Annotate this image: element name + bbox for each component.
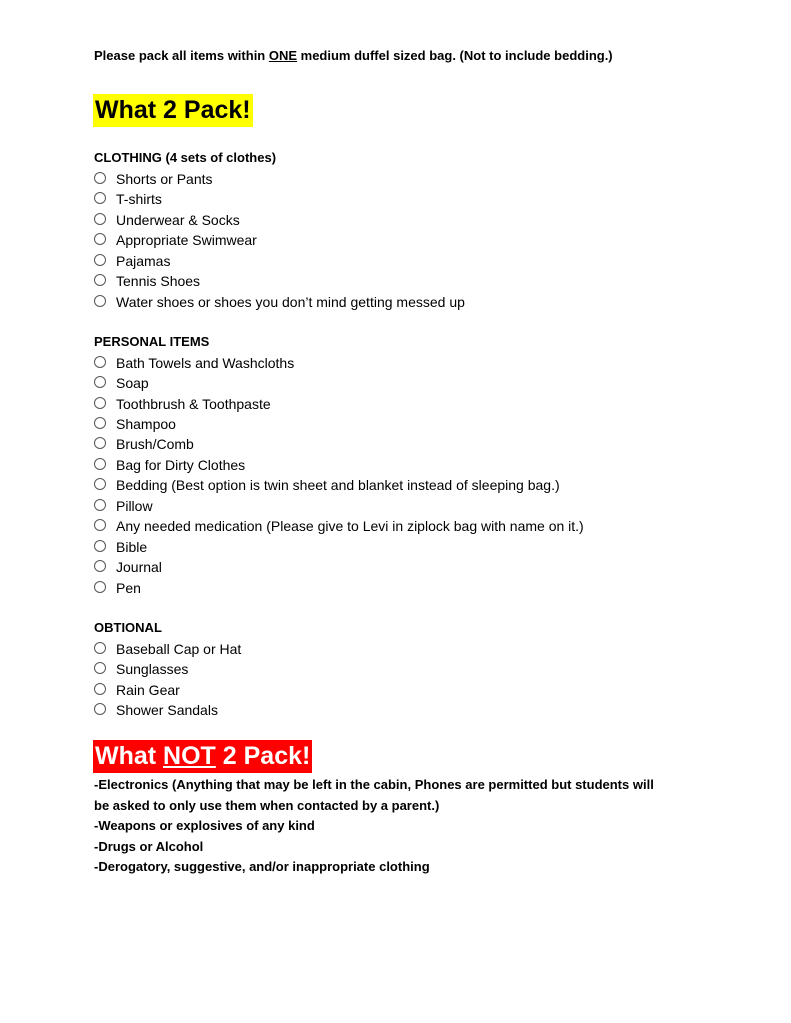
checklist-item[interactable] xyxy=(94,210,240,230)
checklist-item[interactable] xyxy=(94,557,162,577)
radio-button[interactable] xyxy=(94,192,106,204)
radio-button[interactable] xyxy=(94,437,106,449)
not-pack-line: -Weapons or explosives of any kind xyxy=(94,818,315,833)
radio-button[interactable] xyxy=(94,213,106,225)
not-pack-line: -Derogatory, suggestive, and/or inappropriate clothing xyxy=(94,859,430,874)
item-label: Bible xyxy=(116,539,148,555)
radio-button[interactable] xyxy=(94,540,106,552)
item-label: Underwear & Socks xyxy=(116,212,240,228)
checklist-item[interactable] xyxy=(94,251,170,271)
checklist-item[interactable] xyxy=(94,516,584,536)
notpack-emphasis: NOT xyxy=(163,742,216,770)
checklist-item[interactable] xyxy=(94,189,162,209)
checklist-item[interactable] xyxy=(94,455,245,475)
radio-button[interactable] xyxy=(94,295,106,307)
item-label: Shampoo xyxy=(116,416,176,432)
radio-button[interactable] xyxy=(94,417,106,429)
radio-button[interactable] xyxy=(94,397,106,409)
item-label: Pajamas xyxy=(116,253,171,269)
checklist-item[interactable] xyxy=(94,496,153,516)
radio-button[interactable] xyxy=(94,560,106,572)
item-label: Rain Gear xyxy=(116,682,180,698)
item-label: Shower Sandals xyxy=(116,702,218,718)
radio-button[interactable] xyxy=(94,478,106,490)
checklist-item[interactable] xyxy=(94,414,176,434)
item-label: Journal xyxy=(116,559,162,575)
checklist-item[interactable] xyxy=(94,353,294,373)
checklist-item[interactable] xyxy=(94,475,560,495)
radio-button[interactable] xyxy=(94,703,106,715)
checklist-item[interactable] xyxy=(94,680,180,700)
item-label: Bedding (Best option is twin sheet and blanket instead of sleeping bag.) xyxy=(116,477,560,493)
item-label: Bag for Dirty Clothes xyxy=(116,457,246,473)
not-pack-line: -Electronics (Anything that may be left in the cabin, Phones are permitted but students will xyxy=(94,777,654,792)
notpack-after: 2 Pack! xyxy=(215,742,311,770)
intro-text xyxy=(94,48,613,63)
radio-button[interactable] xyxy=(94,499,106,511)
checklist-item[interactable] xyxy=(94,639,241,659)
item-label: Soap xyxy=(116,375,149,391)
radio-button[interactable] xyxy=(94,581,106,593)
intro-before: Please pack all items within xyxy=(94,48,269,63)
radio-button[interactable] xyxy=(94,172,106,184)
intro-after: medium duffel sized bag. (Not to include bedding.) xyxy=(297,48,613,63)
checklist-item[interactable] xyxy=(94,271,200,291)
item-label: Bath Towels and Washcloths xyxy=(116,355,295,371)
not-pack-line: -Drugs or Alcohol xyxy=(94,839,204,854)
item-label: Brush/Comb xyxy=(116,436,194,452)
item-label: T-shirts xyxy=(116,191,162,207)
not-pack-line: be asked to only use them when contacted by a parent.) xyxy=(94,798,440,813)
item-label: Baseball Cap or Hat xyxy=(116,641,242,657)
item-label: Shorts or Pants xyxy=(116,171,213,187)
radio-button[interactable] xyxy=(94,519,106,531)
item-label: Any needed medication (Please give to Levi in ziplock bag with name on it.) xyxy=(116,518,584,534)
intro-emphasis: ONE xyxy=(268,48,298,63)
checklist-item[interactable] xyxy=(94,659,188,679)
checklist-item[interactable] xyxy=(94,394,271,414)
checklist-item[interactable] xyxy=(94,700,218,720)
optional-section-title: OBTIONAL xyxy=(94,620,162,635)
what-to-pack-heading: What 2 Pack! xyxy=(93,94,253,127)
radio-button[interactable] xyxy=(94,458,106,470)
checklist-item[interactable] xyxy=(94,169,213,189)
item-label: Pen xyxy=(116,580,141,596)
checklist-item[interactable] xyxy=(94,434,194,454)
item-label: Toothbrush & Toothpaste xyxy=(116,396,271,412)
item-label: Pillow xyxy=(116,498,153,514)
clothing-section-title: CLOTHING (4 sets of clothes) xyxy=(94,150,277,165)
radio-button[interactable] xyxy=(94,233,106,245)
notpack-before: What xyxy=(95,742,164,770)
radio-button[interactable] xyxy=(94,683,106,695)
checklist-item[interactable] xyxy=(94,537,147,557)
radio-button[interactable] xyxy=(94,254,106,266)
item-label: Tennis Shoes xyxy=(116,273,201,289)
item-label: Appropriate Swimwear xyxy=(116,232,257,248)
radio-button[interactable] xyxy=(94,356,106,368)
checklist-item[interactable] xyxy=(94,230,257,250)
item-label: Water shoes or shoes you don’t mind getting messed up xyxy=(116,294,465,310)
radio-button[interactable] xyxy=(94,376,106,388)
checklist-item[interactable] xyxy=(94,578,141,598)
checklist-item[interactable] xyxy=(94,292,465,312)
item-label: Sunglasses xyxy=(116,661,189,677)
radio-button[interactable] xyxy=(94,274,106,286)
checklist-item[interactable] xyxy=(94,373,149,393)
radio-button[interactable] xyxy=(94,642,106,654)
personal-section-title: PERSONAL ITEMS xyxy=(94,334,210,349)
what-not-to-pack-heading xyxy=(93,740,312,773)
radio-button[interactable] xyxy=(94,662,106,674)
